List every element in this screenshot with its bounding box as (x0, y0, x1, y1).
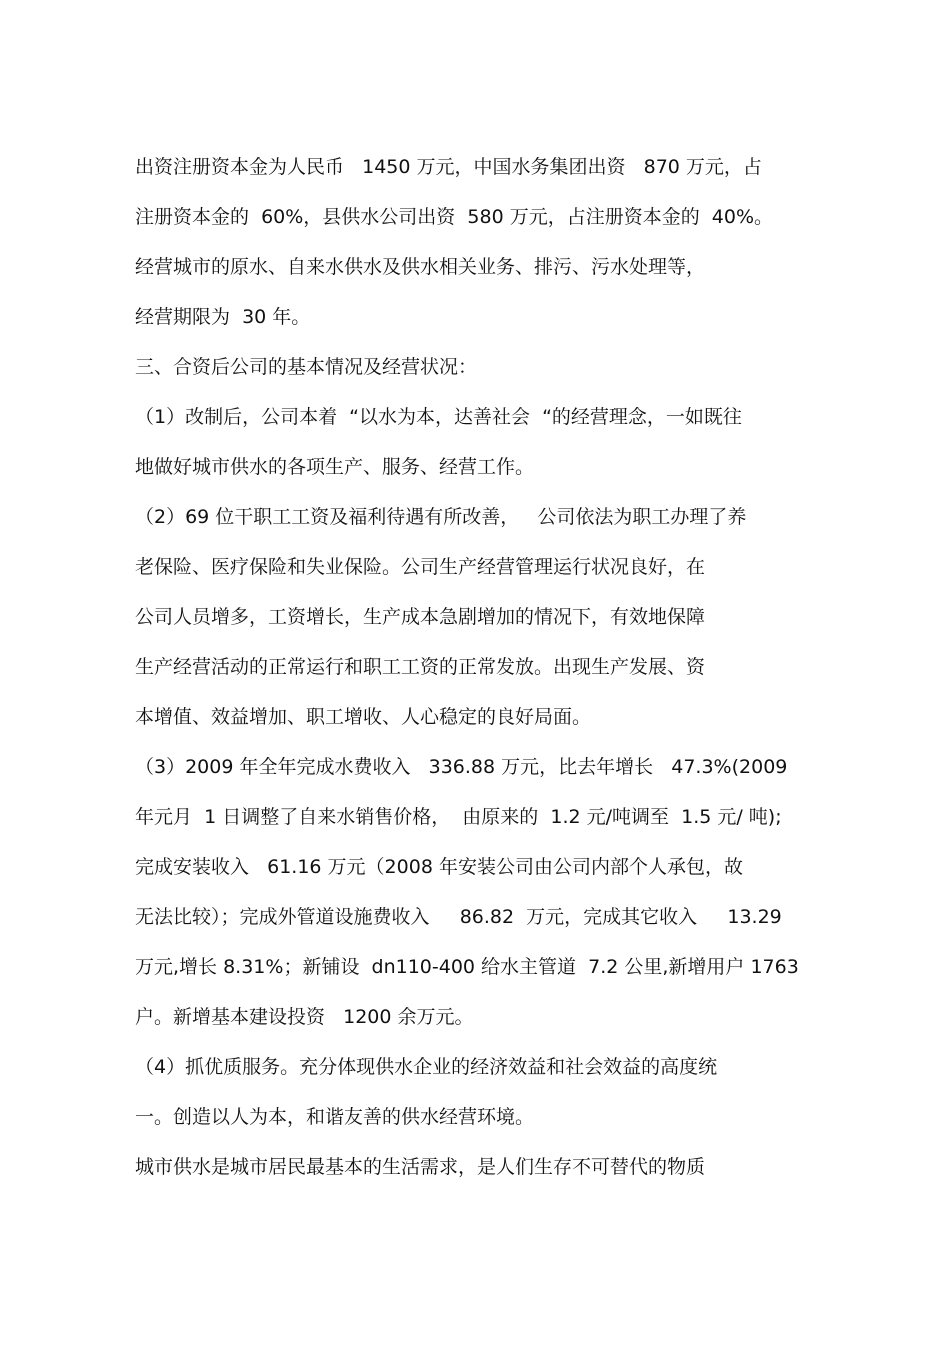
text-line: （2）69 位干职工工资及福利待遇有所改善， 公司依法为职工办理了养 (135, 506, 747, 528)
text-line: 公司人员增多，工资增长，生产成本急剧增加的情况下，有效地保障 (135, 606, 706, 628)
text-line: 老保险、医疗保险和失业保险。公司生产经营管理运行状况良好，在 (135, 556, 706, 578)
text-line: 经营期限为 30 年。 (135, 306, 311, 328)
text-line: 本增值、效益增加、职工增收、人心稳定的良好局面。 (135, 706, 592, 728)
text-line: 出资注册资本金为人民币 1450 万元，中国水务集团出资 870 万元，占 (135, 156, 762, 178)
text-line: 注册资本金的 60%，县供水公司出资 580 万元，占注册资本金的 40%。 (135, 206, 774, 228)
text-line: （1）改制后，公司本着 “以水为本，达善社会 “的经营理念，一如既往 (135, 406, 742, 428)
text-line: 万元,增长 8.31%；新铺设 dn110-400 给水主管道 7.2 公里,新增用户 1763 (135, 956, 799, 978)
text-line: 城市供水是城市居民最基本的生活需求，是人们生存不可替代的物质 (135, 1156, 706, 1178)
text-line: 户。新增基本建设投资 1200 余万元。 (135, 1006, 474, 1028)
text-line: （3）2009 年全年完成水费收入 336.88 万元，比去年增长 47.3%(2009 (135, 756, 788, 778)
text-line: 地做好城市供水的各项生产、服务、经营工作。 (135, 456, 535, 478)
text-line: 完成安装收入 61.16 万元（2008 年安装公司由公司内部个人承包，故 (135, 856, 743, 878)
text-line: 年元月 1 日调整了自来水销售价格， 由原来的 1.2 元/吨调至 1.5 元/ 吨); (135, 806, 782, 828)
text-line: 经营城市的原水、自来水供水及供水相关业务、排污、污水处理等， (135, 256, 706, 278)
body-text (135, 142, 855, 1192)
text-line: 无法比较）；完成外管道设施费收入 86.82 万元，完成其它收入 13.29 (135, 906, 782, 928)
text-line: 一。创造以人为本，和谐友善的供水经营环境。 (135, 1106, 535, 1128)
section-heading: 三、合资后公司的基本情况及经营状况： (135, 356, 478, 378)
text-line: （4）抓优质服务。充分体现供水企业的经济效益和社会效益的高度统 (135, 1056, 718, 1078)
text-line: 生产经营活动的正常运行和职工工资的正常发放。出现生产发展、资 (135, 656, 706, 678)
